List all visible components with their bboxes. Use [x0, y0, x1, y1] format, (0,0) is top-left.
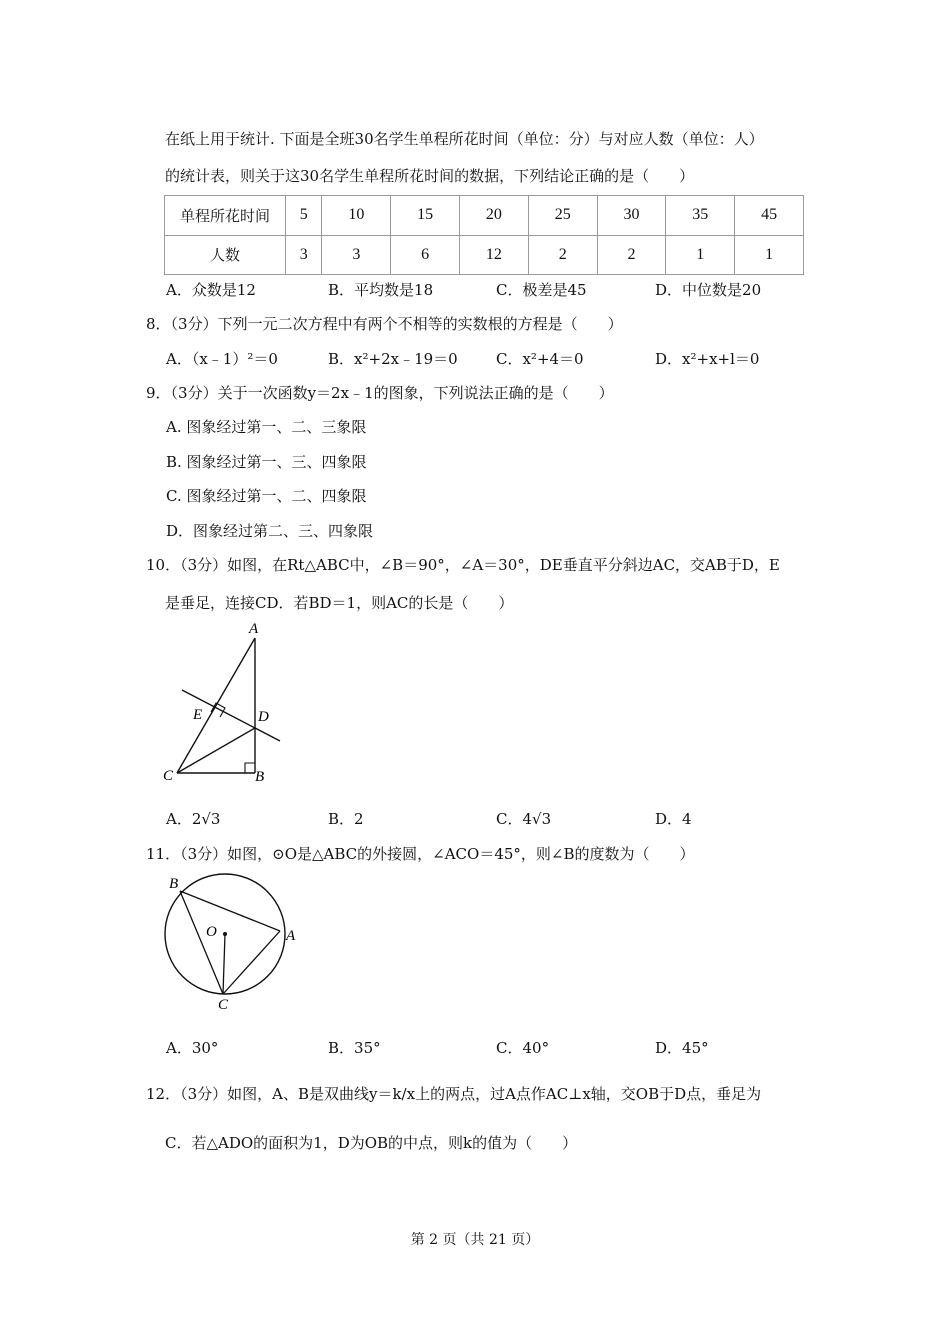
q11-stem: 11．（3分）如图，⊙O是△ABC的外接圆，∠ACO＝45°，则∠B的度数为（ ） — [146, 845, 695, 863]
center-point — [223, 932, 227, 936]
q11-option-c: C．40° — [496, 1039, 550, 1057]
table-row — [165, 196, 804, 236]
table-cell: 15 — [391, 196, 460, 236]
q9-stem: 9．（3分）关于一次函数y＝2x﹣1的图象，下列说法正确的是（ ） — [146, 384, 614, 402]
q10-stem-line2: 是垂足，连接CD．若BD＝1，则AC的长是（ ） — [165, 594, 514, 612]
segment-ca — [223, 931, 280, 994]
table-cell: 1 — [666, 235, 735, 275]
figure-label: C — [218, 997, 229, 1013]
q12-stem-line2: C．若△ADO的面积为1，D为OB的中点，则k的值为（ ） — [165, 1134, 578, 1152]
right-angle-mark-b — [245, 763, 255, 773]
q10-option-a: A．2√3 — [166, 810, 221, 828]
q11-option-b: B．35° — [328, 1039, 381, 1057]
q8-option-c: C．x²+4＝0 — [496, 350, 584, 368]
q9-option-c: C. 图象经过第一、二、四象限 — [166, 487, 367, 505]
q8-option-b: B．x²+2x﹣19＝0 — [328, 350, 458, 368]
figure-label: B — [255, 769, 265, 785]
table-header-time: 单程所花时间 — [165, 196, 286, 236]
q12-stem-line1: 12．（3分）如图，A、B是双曲线y＝k/x上的两点，过A点作AC⊥x轴，交OB于D点，垂足为 — [146, 1085, 762, 1103]
q10-option-d: D．4 — [655, 810, 692, 828]
q8-option-a: A．（x﹣1）²＝0 — [166, 350, 278, 368]
q8-option-d: D．x²+x+l＝0 — [655, 350, 760, 368]
figure-label: A — [286, 928, 296, 944]
table-cell: 5 — [286, 196, 322, 236]
figure-label: D — [258, 709, 269, 725]
table-cell: 10 — [322, 196, 391, 236]
figure-label: C — [163, 768, 174, 784]
q8-stem: 8．（3分）下列一元二次方程中有两个不相等的实数根的方程是（ ） — [146, 315, 623, 333]
figure-label: A — [249, 621, 259, 637]
segment-cd — [177, 728, 255, 773]
table-header-count: 人数 — [165, 235, 286, 275]
table-cell: 45 — [735, 196, 804, 236]
table-cell: 1 — [735, 235, 804, 275]
q9-option-a: A. 图象经过第一、二、三象限 — [166, 418, 367, 436]
q7-option-d: D．中位数是20 — [655, 281, 762, 299]
table-cell: 25 — [528, 196, 597, 236]
table-cell: 12 — [460, 235, 529, 275]
q7-stem-line1: 在纸上用于统计. 下面是全班30名学生单程所花时间（单位：分）与对应人数（单位：人） — [165, 130, 764, 148]
q11-option-a: A．30° — [166, 1039, 219, 1057]
table-cell: 2 — [597, 235, 666, 275]
q10-stem-line1: 10．（3分）如图，在Rt△ABC中，∠B＝90°，∠A＝30°，DE垂直平分斜边AC，交AB于D，E — [146, 556, 780, 574]
q10-option-c: C．4√3 — [496, 810, 552, 828]
figure-label: E — [193, 707, 203, 723]
q9-option-b: B. 图象经过第一、三、四象限 — [166, 453, 367, 471]
table-cell: 30 — [597, 196, 666, 236]
table-cell: 3 — [286, 235, 322, 275]
q7-option-b: B．平均数是18 — [328, 281, 434, 299]
figure-label: O — [206, 924, 217, 940]
q7-statistics-table — [164, 195, 804, 275]
segment-oc — [223, 934, 225, 994]
segment-ac — [177, 638, 255, 773]
table-row — [165, 235, 804, 275]
q10-triangle-figure — [155, 615, 295, 790]
q11-option-d: D．45° — [655, 1039, 709, 1057]
table-cell: 20 — [460, 196, 529, 236]
segment-ba — [180, 891, 280, 931]
q10-option-b: B．2 — [328, 810, 364, 828]
q7-option-a: A．众数是12 — [166, 281, 256, 299]
table-cell: 6 — [391, 235, 460, 275]
table-cell: 2 — [528, 235, 597, 275]
q11-circle-figure — [158, 870, 308, 1015]
figure-label: B — [169, 876, 179, 892]
table-cell: 35 — [666, 196, 735, 236]
q7-stem-line2: 的统计表，则关于这30名学生单程所花时间的数据，下列结论正确的是（ ） — [165, 167, 695, 185]
table-cell: 3 — [322, 235, 391, 275]
page-footer: 第 2 页（共 21 页） — [410, 1232, 540, 1248]
segment-bc — [180, 891, 223, 994]
q7-option-c: C．极差是45 — [496, 281, 587, 299]
q9-option-d: D．图象经过第二、三、四象限 — [166, 522, 374, 540]
